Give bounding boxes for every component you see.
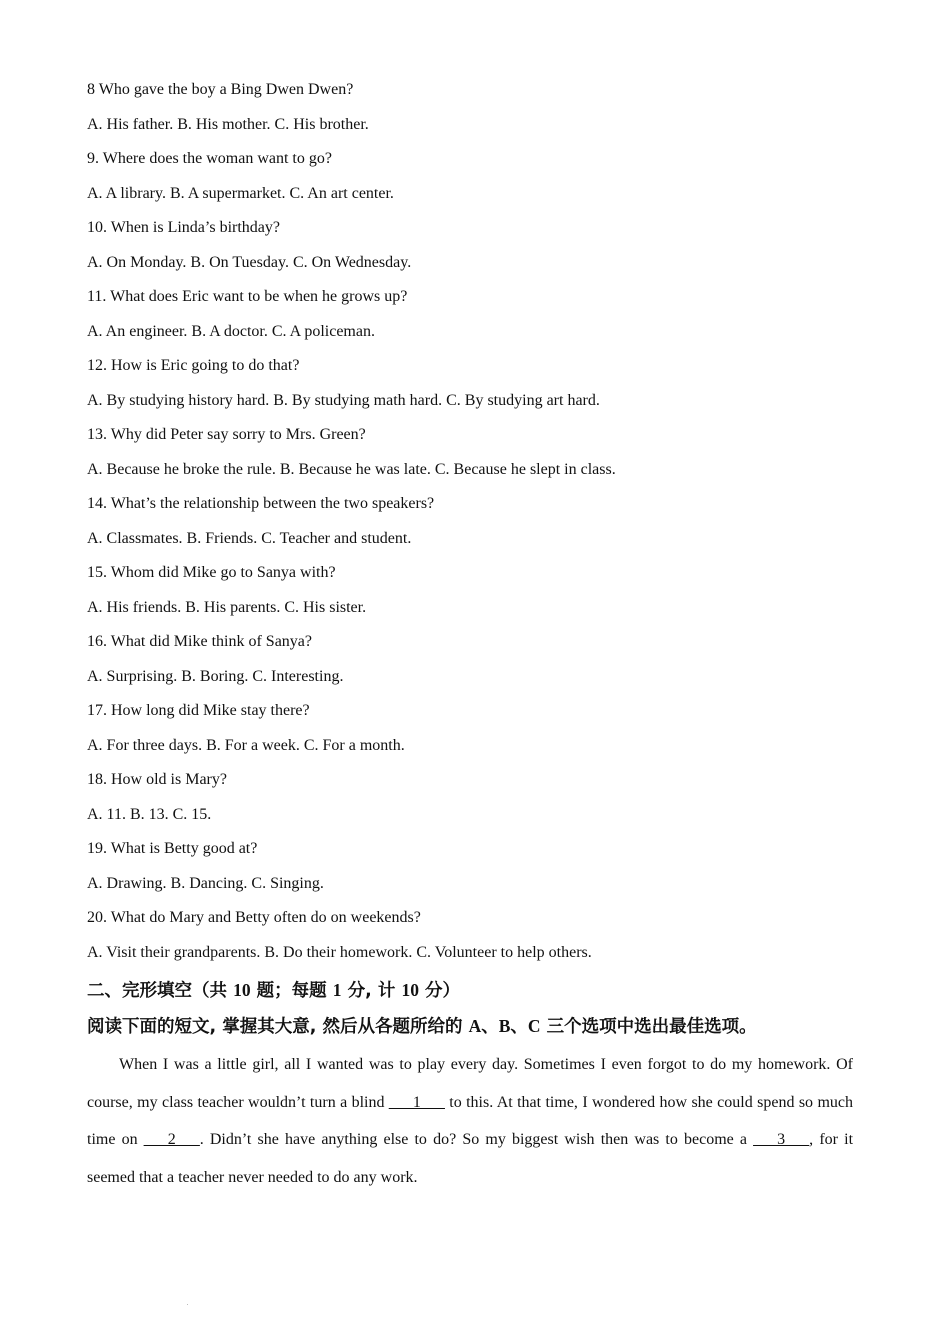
question-12-options: A. By studying history hard. B. By studying math hard. C. By studying art hard.	[87, 391, 600, 409]
question-13-options: A. Because he broke the rule. B. Because he was late. C. Because he slept in class.	[87, 460, 616, 478]
question-19-options: A. Drawing. B. Dancing. C. Singing.	[87, 874, 324, 892]
question-15-options: A. His friends. B. His parents. C. His sister.	[87, 598, 367, 616]
question-14-options: A. Classmates. B. Friends. C. Teacher and student.	[87, 529, 412, 547]
cloze-passage	[87, 1046, 853, 1196]
question-11-options: A. An engineer. B. A doctor. C. A policeman.	[87, 322, 375, 340]
blank-1: ___1___	[388, 1093, 445, 1111]
section-title-part: 二、完形填空（共	[87, 981, 234, 1001]
question-18-text: 18. How old is Mary?	[87, 771, 227, 788]
section-instruction	[87, 1015, 867, 1038]
question-14-text: 14. What’s the relationship between the two speakers?	[87, 495, 435, 512]
question-13-text: 13. Why did Peter say sorry to Mrs. Green?	[87, 426, 366, 443]
section-title-part: 题；每题	[250, 981, 333, 1001]
question-16-text: 16. What did Mike think of Sanya?	[87, 633, 312, 650]
section-instruction-letters: A、B、C	[468, 1016, 541, 1036]
question-10-text: 10. When is Linda’s birthday?	[87, 219, 280, 236]
question-18-options: A. 11. B. 13. C. 15.	[87, 805, 212, 823]
blank-3: ___3___	[753, 1131, 810, 1148]
section-instruction-part: 阅读下面的短文, 掌握其大意, 然后从各题所给的	[87, 1017, 469, 1037]
passage-segment: , for it seemed that a teacher never needed to do any work.	[87, 1131, 854, 1186]
question-9-text: 9. Where does the woman want to go?	[87, 150, 332, 167]
section-title-number: 10	[401, 980, 419, 1000]
section-title-part: 分）	[418, 981, 461, 1001]
stray-mark	[187, 1304, 188, 1305]
question-8-options: A. His father. B. His mother. C. His brother.	[87, 115, 369, 133]
question-16-options: A. Surprising. B. Boring. C. Interesting.	[87, 667, 344, 685]
passage-segment: to this. At that time, I wondered how she could spend so much time on	[87, 1093, 853, 1148]
question-9-options: A. A library. B. A supermarket. C. An art center.	[87, 184, 394, 202]
section-title-part: 分, 计	[341, 981, 402, 1001]
question-list	[87, 80, 867, 977]
question-17-text: 17. How long did Mike stay there?	[87, 702, 310, 719]
section-title	[87, 979, 867, 1002]
question-12-text: 12. How is Eric going to do that?	[87, 357, 300, 374]
question-11-text: 11. What does Eric want to be when he grows up?	[87, 288, 408, 305]
question-19-text: 19. What is Betty good at?	[87, 840, 258, 857]
question-20-options: A. Visit their grandparents. B. Do their homework. C. Volunteer to help others.	[87, 943, 592, 961]
section-instruction-part: 三个选项中选出最佳选项。	[540, 1017, 757, 1037]
question-10-options: A. On Monday. B. On Tuesday. C. On Wednesday.	[87, 253, 412, 271]
question-20-text: 20. What do Mary and Betty often do on weekends?	[87, 909, 421, 926]
passage-segment: When I was a little girl, all I wanted was to play every day. Sometimes I even forgot to do my homework. Of course, my class teacher wouldn’t turn a blind	[87, 1056, 853, 1111]
question-15-text: 15. Whom did Mike go to Sanya with?	[87, 564, 336, 581]
question-17-options: A. For three days. B. For a week. C. For a month.	[87, 736, 405, 754]
passage-segment: . Didn’t she have anything else to do? So my biggest wish then was to become a	[199, 1131, 754, 1148]
blank-2: ___2___	[143, 1131, 200, 1148]
section-title-number: 10	[233, 980, 251, 1000]
question-8-text: 8 Who gave the boy a Bing Dwen Dwen?	[87, 81, 354, 98]
section-title-number: 1	[332, 980, 342, 1000]
